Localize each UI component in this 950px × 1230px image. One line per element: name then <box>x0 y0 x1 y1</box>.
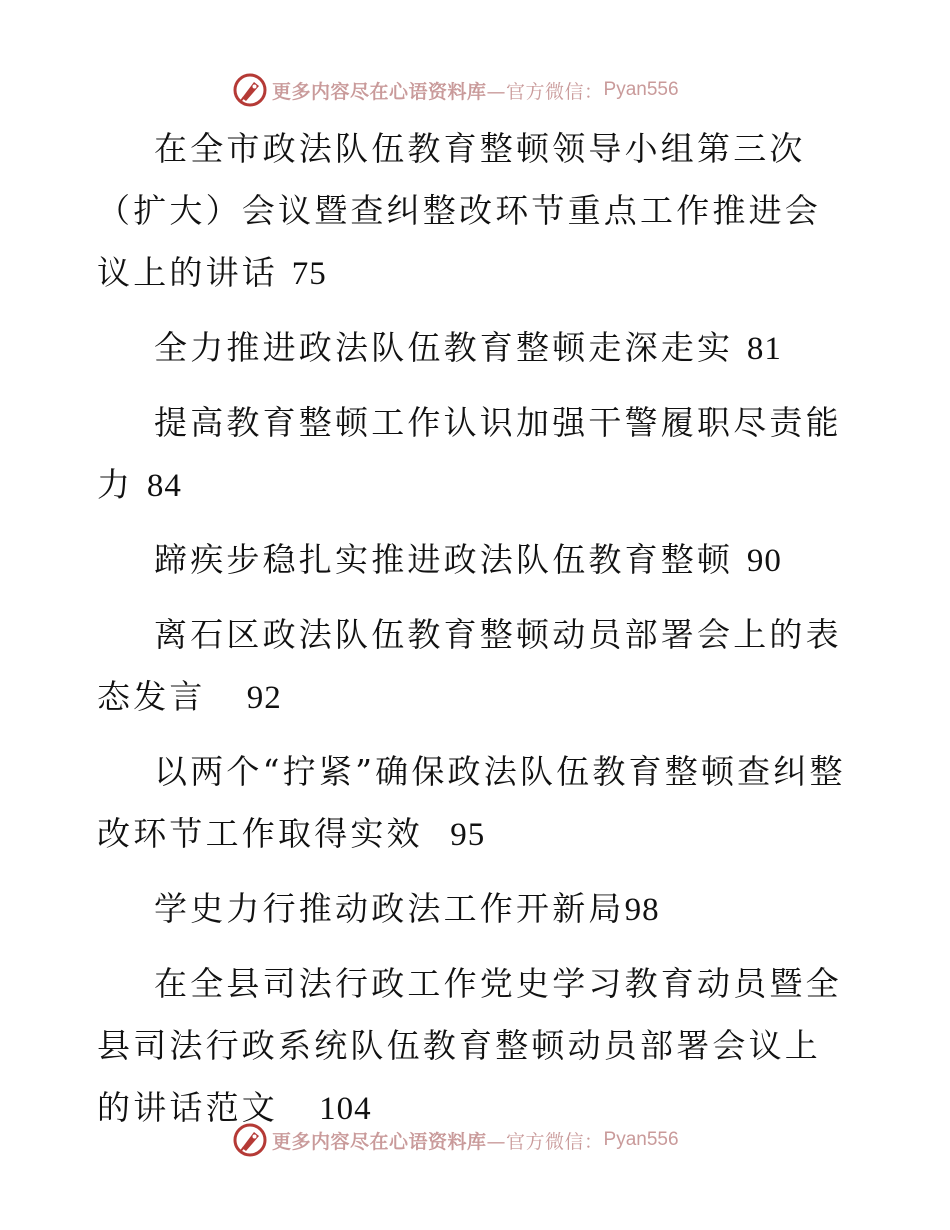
toc-entry <box>97 118 857 305</box>
toc-entry-page-number: 75 <box>291 256 327 292</box>
toc-entry-spacer <box>423 814 450 853</box>
toc-entry-title: 学史力行推动政法工作开新局 <box>154 889 625 928</box>
toc-entry-page-number: 104 <box>319 1091 372 1127</box>
banner-brand-text: 更多内容尽在心语资料库 <box>272 80 487 103</box>
toc-entry-title: 提高教育整顿工作认识加强干警履职尽责能力 <box>97 403 842 504</box>
toc-entry <box>97 604 857 729</box>
toc-entry <box>97 529 857 592</box>
toc-entry <box>97 741 857 866</box>
toc-entry <box>97 392 857 517</box>
toc-entry-page-number: 81 <box>746 331 782 367</box>
toc-entry-title: 离石区政法队伍教育整顿动员部署会上的表态发言 <box>97 615 842 716</box>
toc-entry-page-number: 90 <box>746 543 782 579</box>
table-of-contents <box>97 118 857 1152</box>
toc-entry-spacer <box>278 253 292 292</box>
toc-entry-title: 在全市政法队伍教育整顿领导小组第三次（扩大）会议暨查纠整改环节重点工作推进会议上的讲话 <box>97 129 821 292</box>
toc-entry-page-number: 95 <box>450 817 486 853</box>
toc-entry-spacer <box>133 465 147 504</box>
footer-banner <box>232 1120 679 1160</box>
toc-entry-spacer <box>206 677 247 716</box>
banner-wechat-label: —官方微信： <box>486 1130 604 1153</box>
banner-wechat-label: —官方微信： <box>486 80 604 103</box>
pen-nib-logo-icon <box>232 1122 268 1158</box>
toc-entry <box>97 953 857 1140</box>
toc-entry <box>97 878 857 941</box>
toc-entry-page-number: 84 <box>146 468 182 504</box>
toc-entry-page-number: 98 <box>624 892 660 928</box>
toc-entry-title: 蹄疾步稳扎实推进政法队伍教育整顿 <box>154 540 734 579</box>
toc-entry-title: 全力推进政法队伍教育整顿走深走实 <box>154 328 734 367</box>
banner-brand-text: 更多内容尽在心语资料库 <box>272 1130 487 1153</box>
toc-entry-title: 以两个“拧紧”确保政法队伍教育整顿查纠整改环节工作取得实效 <box>97 752 846 853</box>
toc-entry <box>97 317 857 380</box>
toc-entry-title: 在全县司法行政工作党史学习教育动员暨全县司法行政系统队伍教育整顿动员部署会议上的讲话范文 <box>97 964 842 1127</box>
pen-nib-logo-icon <box>232 72 268 108</box>
banner-wechat-id: Pyan556 <box>603 79 679 100</box>
toc-entry-page-number: 92 <box>246 680 282 716</box>
banner-wechat-id: Pyan556 <box>603 1129 679 1150</box>
toc-entry-spacer <box>733 540 747 579</box>
toc-entry-spacer <box>733 328 747 367</box>
header-banner <box>232 70 679 110</box>
